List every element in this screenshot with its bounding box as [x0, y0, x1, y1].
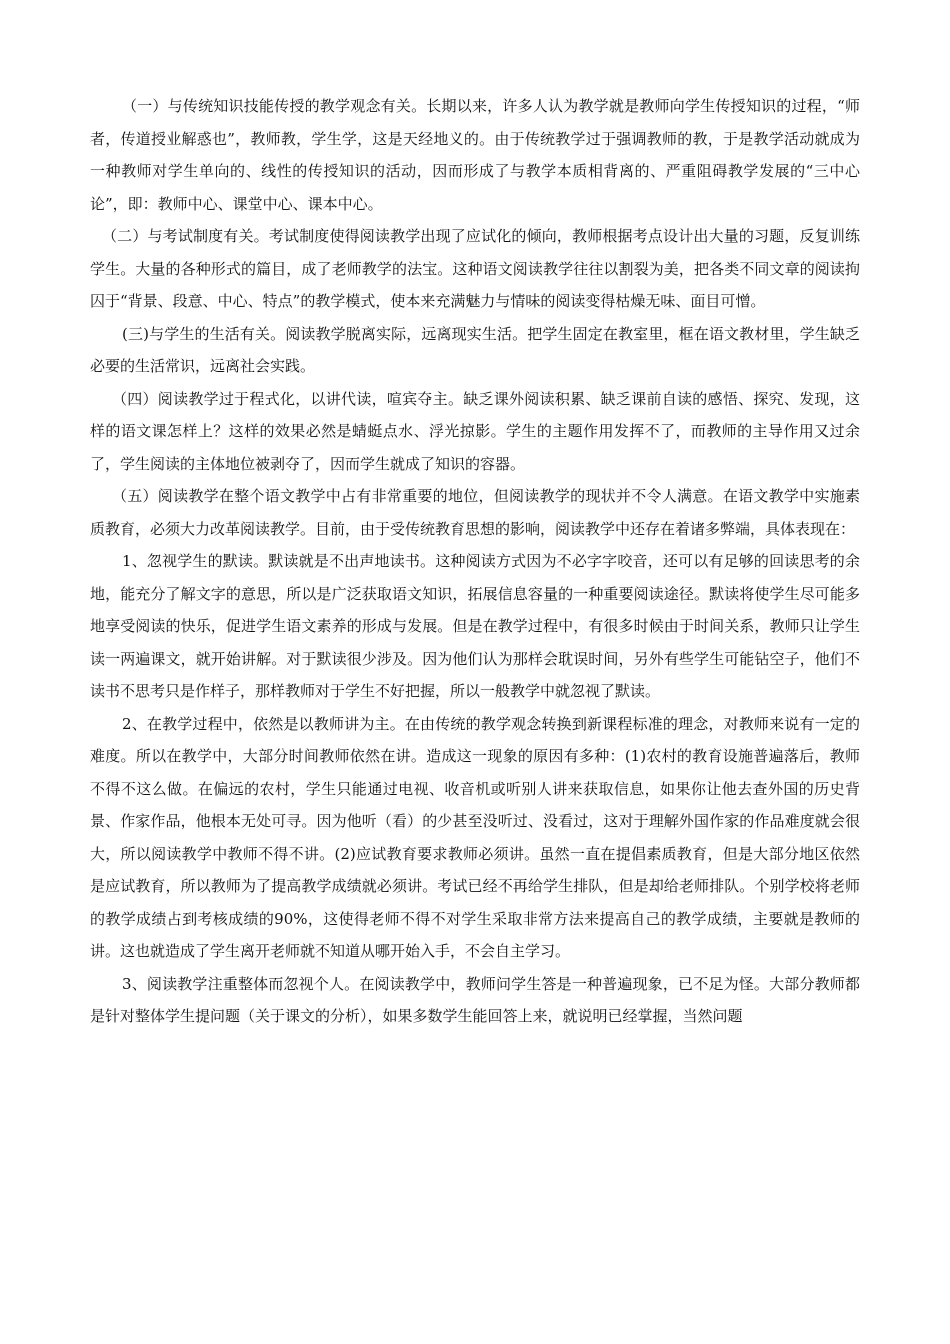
paragraph-reading-teaching-status: （五）阅读教学在整个语文教学中占有非常重要的地位，但阅读教学的现状并不令人满意。在语文教学中实施素质教育，必须大力改革阅读教学。目前，由于受传统教育思想的影响，阅读教学中还存在着诸多弊端，具体表现在： — [90, 487, 860, 538]
paragraph-programmed-teaching: （四）阅读教学过于程式化，以讲代读，喧宾夺主。缺乏课外阅读积累、缺乏课前自读的感悟、探究、发现，这样的语文课怎样上？这样的效果必然是蜻蜓点水、浮光掠影。学生的主题作用发挥不了，而教师的主导作用又过余了，学生阅读的主体地位被剥夺了，因而学生就成了知识的容器。 — [90, 389, 860, 473]
paragraph-point-1-silent-reading: 1、忽视学生的默读。默读就是不出声地读书。这种阅读方式因为不必字字咬音，还可以有足够的回读思考的余地，能充分了解文字的意思，所以是广泛获取语文知识，拓展信息容量的一种重要阅读途径。默读将使学生尽可能多地享受阅读的快乐，促进学生语文素养的形成与发展。但是在教学过程中，有很多时候由于时间关系，教师只让学生读一两遍课文，就开始讲解。对于默读很少涉及。因为他们认为那样会耽误时间，另外有些学生可能钻空子，他们不读书不思考只是作样子，那样教师对于学生不好把握，所以一般教学中就忽视了默读。 — [90, 552, 860, 700]
paragraph-point-2-teacher-lecturing: 2、在教学过程中，依然是以教师讲为主。在由传统的教学观念转换到新课程标准的理念，对教师来说有一定的难度。所以在教学中，大部分时间教师依然在讲。造成这一现象的原因有多种：(1)农村的教育设施普遍落后，教师不得不这么做。在偏远的农村，学生只能通过电视、收音机或听别人讲来获取信息，如果你让他去查外国的历史背景、作家作品，他根本无处可寻。因为他听（看）的少甚至没听过、没看过，这对于理解外国作家的作品难度就会很大，所以阅读教学中教师不得不讲。(2)应试教育要求教师必须讲。虽然一直在提倡素质教育，但是大部分地区依然是应试教育，所以教师为了提高教学成绩就必须讲。考试已经不再给学生排队，但是却给老师排队。个别学校将老师的教学成绩占到考核成绩的90%，这使得老师不得不对学生采取非常方法来提高自己的教学成绩，主要就是教师的讲。这也就造成了学生离开老师就不知道从哪开始入手，不会自主学习。 — [90, 714, 860, 960]
paragraph-traditional-teaching-concept: （一）与传统知识技能传授的教学观念有关。长期以来，许多人认为教学就是教师向学生传授知识的过程，“师者，传道授业解惑也”，教师教，学生学，这是天经地义的。由于传统教学过于强调教师的教，于是教学活动就成为一种教师对学生单向的、线性的传授知识的活动，因而形成了与教学本质相背离的、严重阻碍教学发展的“三中心论”，即：教师中心、课堂中心、课本中心。 — [90, 97, 860, 213]
paragraph-student-life: (三)与学生的生活有关。阅读教学脱离实际，远离现实生活。把学生固定在教室里，框在语文教材里，学生缺乏必要的生活常识，远离社会实践。 — [90, 324, 860, 375]
document-page — [90, 90, 860, 1033]
paragraph-exam-system: （二）与考试制度有关。考试制度使得阅读教学出现了应试化的倾向，教师根据考点设计出大量的习题，反复训练学生。大量的各种形式的篇目，成了老师教学的法宝。这种语文阅读教学往往以割裂为美，把各类不同文章的阅读拘囚于“背景、段意、中心、特点”的教学模式，使本来充满魅力与情味的阅读变得枯燥无味、面目可憎。 — [90, 227, 860, 310]
paragraph-point-3-whole-vs-individual: 3、阅读教学注重整体而忽视个人。在阅读教学中，教师问学生答是一种普遍现象，已不足为怪。大部分教师都是针对整体学生提问题（关于课文的分析），如果多数学生能回答上来，就说明已经掌握，当然问题 — [90, 974, 860, 1025]
